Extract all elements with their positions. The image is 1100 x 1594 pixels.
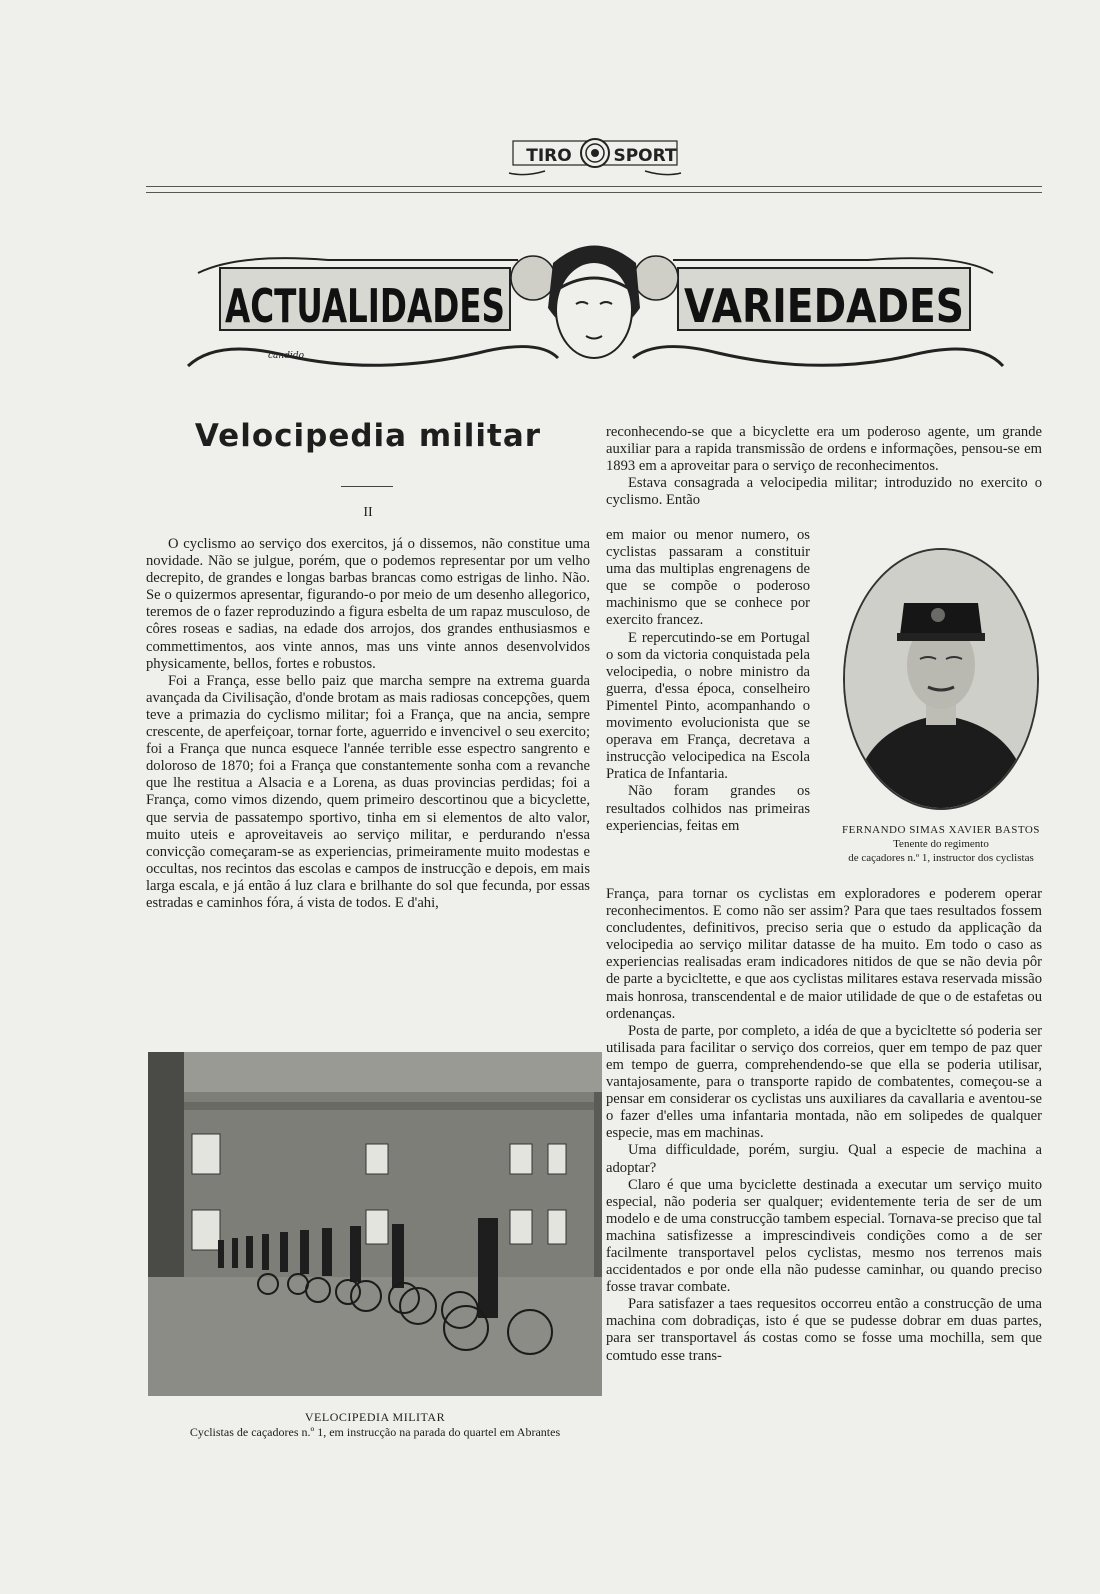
photo-caption-title: VELOCIPEDIA MILITAR [304, 1410, 446, 1424]
masthead-left-text: TIRO [526, 146, 572, 166]
banner-right-word: VARIEDADES [684, 279, 964, 333]
paragraph: Para satisfazer a taes requesitos occorreu então a construcção de uma machina com dobradiças, isto é que se pudesse dobrar em duas partes, para ser transportavel ás costas como se fosse uma mochilla, sem que comtudo esse trans- [606, 1296, 1042, 1364]
paragraph: E repercutindo-se em Portugal o som da victoria conquistada pela velocipedia, o nobre ministro da guerra, d'essa época, conselheiro Pimentel Pinto, acompanhando o movimento evolucionista que se operava em França, decretava a instrucção velocipedica na Escola Pratica de Infantaria. [606, 629, 810, 783]
paragraph: Posta de parte, por completo, a idéa de que a bycicltette só poderia ser utilisada para facilitar o serviço dos correios, quer em tempo de paz quer em tempo de guerra, comprehendendo-se que ella se poderia utilisar, vantajosamente, para o transporte rapido de combatentes, começou-se a pensar em considerar os cyclistas uns auxiliares da cavallaria e aventou-se o fazer d'elles uma infantaria montada, não em solipedes de qualquer especie, mas em machinas. [606, 1022, 1042, 1142]
masthead-logo [505, 133, 685, 177]
paragraph: Claro é que uma byciclette destinada a executar um serviço muito especial, não poderia ser qualquer; evidentemente teria de ser de um modelo e de uma construcção tambem especial. Tornava-se preciso que tal machina satisfizesse a imprescindiveis condições como a de ser facilmente transportavel pelos cyclistas, mesmo nos terrenos mais accidentados e por onde ella não pudesse caminhar, ou quando preciso fosse travar combate. [606, 1176, 1042, 1296]
section-banner [178, 238, 1013, 378]
photo-caption-text: Cyclistas de caçadores n.º 1, em instrucção na parada do quartel em Abrantes [189, 1425, 561, 1439]
paragraph: em maior ou menor numero, os cyclistas passaram a constituir uma das multiplas engrenagens de que se compõe o poderoso machinismo que se conhece por exercito francez. [606, 527, 810, 629]
portrait-photo [842, 547, 1040, 811]
paragraph: Estava consagrada a velocipedia militar; introduzido no exercito o cyclismo. Então [606, 475, 1042, 509]
header-rule [146, 186, 1042, 193]
paragraph: Uma difficuldade, porém, surgiu. Qual a especie de machina a adoptar? [606, 1142, 1042, 1176]
paragraph: Foi a França, esse bello paiz que marcha sempre na extrema guarda avançada da Civilisação, d'onde brotam as mais radiosas concepções, quem teve a primazia do cyclismo militar; foi a França, que na ancia, sempre crescente, de aperfeiçoar, tornar forte, aguerrido e invencivel o seu exercito; foi a França que nunca esquece l'année terrible esse espectro sangrento e doloroso de 1870; foi a França que constantemente sonha com a revanche que lhe restitua a Alsacia e a Lorena, as duas provincias perdidas; foi a França, como vimos dizendo, quem primeiro descortinou que a bicyclette, que servia de passatempo sportivo, tinha em si elementos de alto valor, muito uteis e aproveitaveis ao serviço militar, e perdurando n'essa convicção começaram-se as experiencias, primeiramente muito modestas e occultas, nos recintos das escolas e campos de instrucção e depois, em mais larga escala, e já então á luz clara e brilhante do sol que fecunda, por essas estradas e caminhos fóra, á vista de todos. E d'ahi, [146, 672, 590, 911]
right-column-narrow [606, 527, 810, 835]
portrait-caption [827, 823, 1055, 865]
masthead-right-text: SPORT [613, 146, 677, 166]
article-title: Velocipedia militar [194, 418, 542, 454]
paragraph: O cyclismo ao serviço dos exercitos, já o dissemos, não constitue uma novidade. Não se julgue, porém, que o podemos representar por um velho decrepito, de grandes e longas barbas brancas como estrigas de linho. Não. Se o quizermos apresentar, figurando-o por meio de um desenho allegorico, teremos de o fazer reproduzindo a figura esbelta de um rapaz musculoso, de côres roseas e sadias, na edade dos arrojos, dos grandes enthusiasmos e commettimentos, aos vinte annos, mas uns vinte annos desenvolvidos physicamente, bellos, fortes e robustos. [146, 536, 590, 672]
part-number: II [363, 505, 373, 520]
portrait-name: FERNANDO SIMAS XAVIER BASTOS [842, 824, 1040, 836]
paragraph: Não foram grandes os resultados colhidos nas primeiras experiencias, feitas em [606, 783, 810, 834]
right-column-bottom [606, 886, 1042, 1365]
cyclists-photo [148, 1052, 602, 1396]
portrait-rank: Tenente do regimento [893, 838, 989, 850]
banner-left-word: ACTUALIDADES [225, 279, 505, 333]
paragraph: reconhecendo-se que a bicyclette era um poderoso agente, um grande auxiliar para a rapida transmissão de ordens e informações, pensou-se em 1893 em a aproveitar para o serviço de reconhecimentos. [606, 424, 1042, 475]
paragraph: França, para tornar os cyclistas em exploradores e poderem operar reconhecimentos. E como não ser assim? Para que taes resultados fossem concludentes, definitivos, preciso seria que o estudo da applicação da velocipedia ao serviço militar datasse de ha muito. Em todo o caso as experiencias realisadas eram indicadores nitidos de que se não devia pôr de parte a bycicltette, e que aos cyclistas militares estava reservada missão mais honrosa, transcendental e de maior utilidade de que o de estafetas ou ordenanças. [606, 886, 1042, 1022]
title-rule [341, 486, 393, 487]
portrait-unit: de caçadores n.º 1, instructor dos cyclistas [848, 852, 1034, 864]
photo-caption [148, 1410, 602, 1440]
right-column-top [606, 424, 1042, 509]
banner-signature: candido [268, 351, 305, 361]
left-column [146, 536, 590, 912]
